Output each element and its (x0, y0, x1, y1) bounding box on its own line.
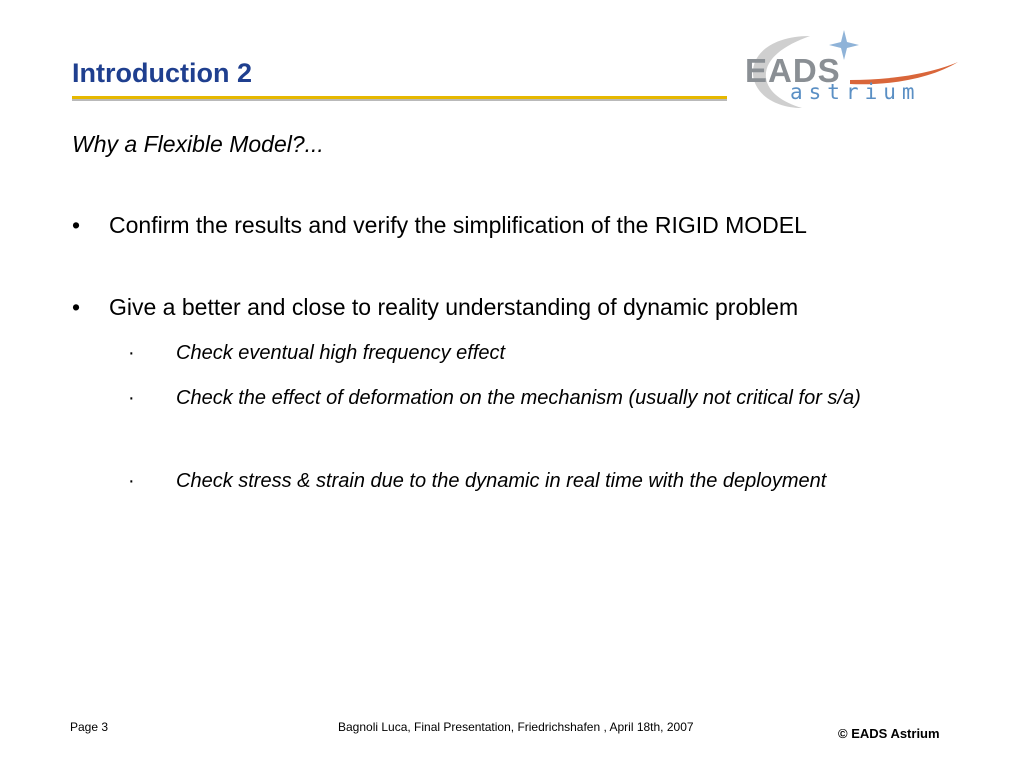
sub-bullet-marker: · (128, 470, 135, 492)
bullet-text: Give a better and close to reality understanding of dynamic problem (109, 294, 799, 320)
footer-page-number: Page 3 (70, 720, 109, 734)
bullet-text: Confirm the results and verify the simplification of the RIGID MODEL (109, 212, 807, 238)
sub-bullet-text: Check stress & strain due to the dynamic in real time with the deployment (176, 470, 827, 492)
sub-bullet-marker: · (128, 387, 135, 409)
sub-bullet-marker: · (128, 342, 135, 364)
footer-copyright: © EADS Astrium (838, 726, 940, 741)
bullet-marker: • (72, 294, 81, 320)
slide-subtitle: Why a Flexible Model?... (72, 131, 324, 157)
title-underline-shadow (72, 99, 727, 101)
logo-word-eads: EADS (745, 52, 841, 89)
sub-bullet-text: Check the effect of deformation on the mechanism (usually not critical for s/a) (176, 387, 861, 409)
slide-title: Introduction 2 (72, 58, 252, 88)
sub-bullet-text: Check eventual high frequency effect (176, 342, 506, 364)
footer-presentation-info: Bagnoli Luca, Final Presentation, Friedrichshafen , April 18th, 2007 (338, 720, 694, 734)
bullet-marker: • (72, 212, 81, 238)
eads-astrium-logo (740, 28, 962, 110)
title-underline (72, 96, 727, 102)
logo-word-astrium: astrium (790, 80, 921, 104)
